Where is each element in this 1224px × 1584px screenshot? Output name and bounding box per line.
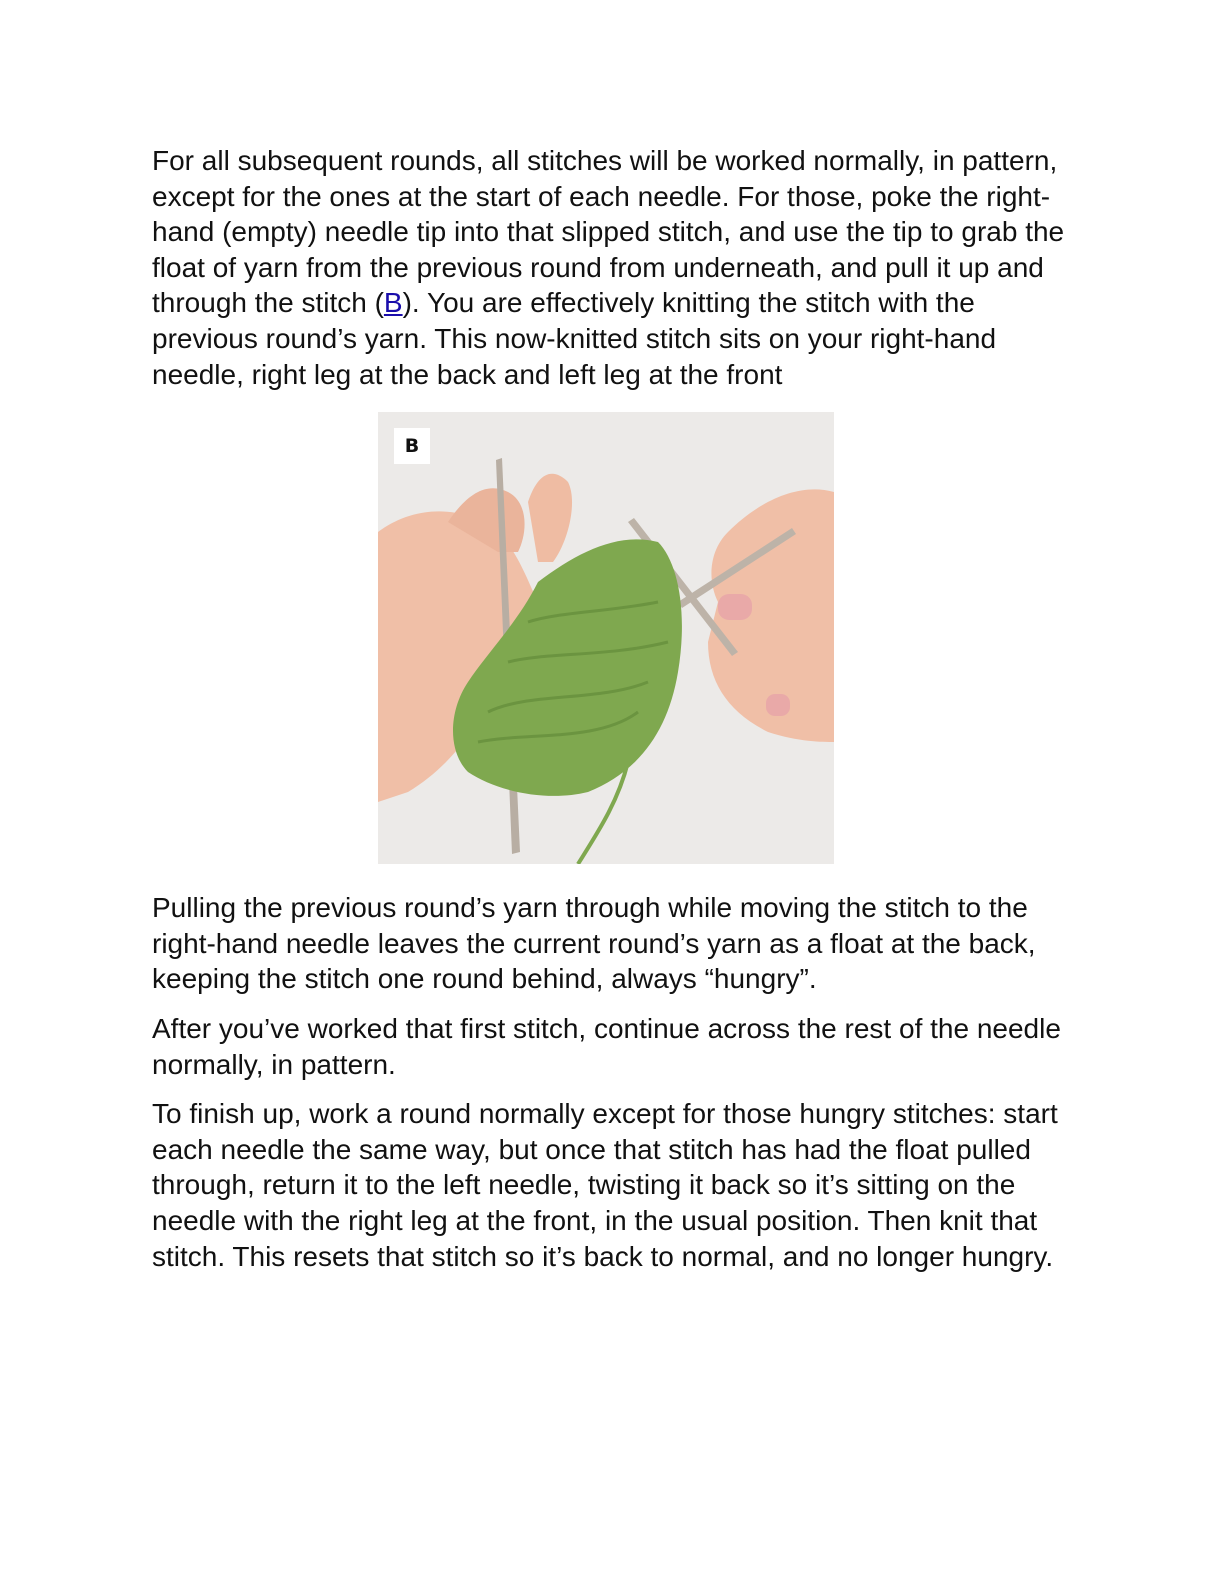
paragraph-text: For all subsequent rounds, all stitches will be worked normally, in pattern, except for the ones at the start of each needle. For those, poke the right-hand (empty) needle tip into that slipped stitch, and use the tip to grab the float of yarn from the previous round from underneath, and pull it up and through the stitch ( bbox=[152, 145, 1065, 319]
paragraph-subsequent-rounds bbox=[152, 143, 1082, 392]
paragraph-continue: After you’ve worked that first stitch, continue across the rest of the needle normally, in pattern. bbox=[152, 1012, 1061, 1080]
paragraph-hungry-explanation: Pulling the previous round’s yarn through while moving the stitch to the right-hand needle leaves the current round’s yarn as a float at the back, keeping the stitch one round behind, always “hungry”. bbox=[152, 892, 1036, 995]
figure-label: B bbox=[394, 428, 430, 464]
figure-b-photo bbox=[378, 412, 834, 864]
knitting-hands-illustration bbox=[378, 412, 834, 864]
figure-b-link[interactable]: B bbox=[383, 287, 403, 319]
document-page bbox=[152, 143, 1082, 1274]
paragraph-text: ). You are effectively knitting the stitch with the previous round’s yarn. This now-knitted stitch sits on your right-hand needle, right leg at the back and left leg at the front bbox=[152, 287, 997, 390]
paragraph-finish-up: To finish up, work a round normally except for those hungry stitches: start each needle the same way, but once that stitch has had the float pulled through, return it to the left needle, twisting it back so it’s sitting on the needle with the right leg at the front, in the usual position. Then knit that stitch. This resets that stitch so it’s back to normal, and no longer hungry. bbox=[152, 1098, 1058, 1272]
